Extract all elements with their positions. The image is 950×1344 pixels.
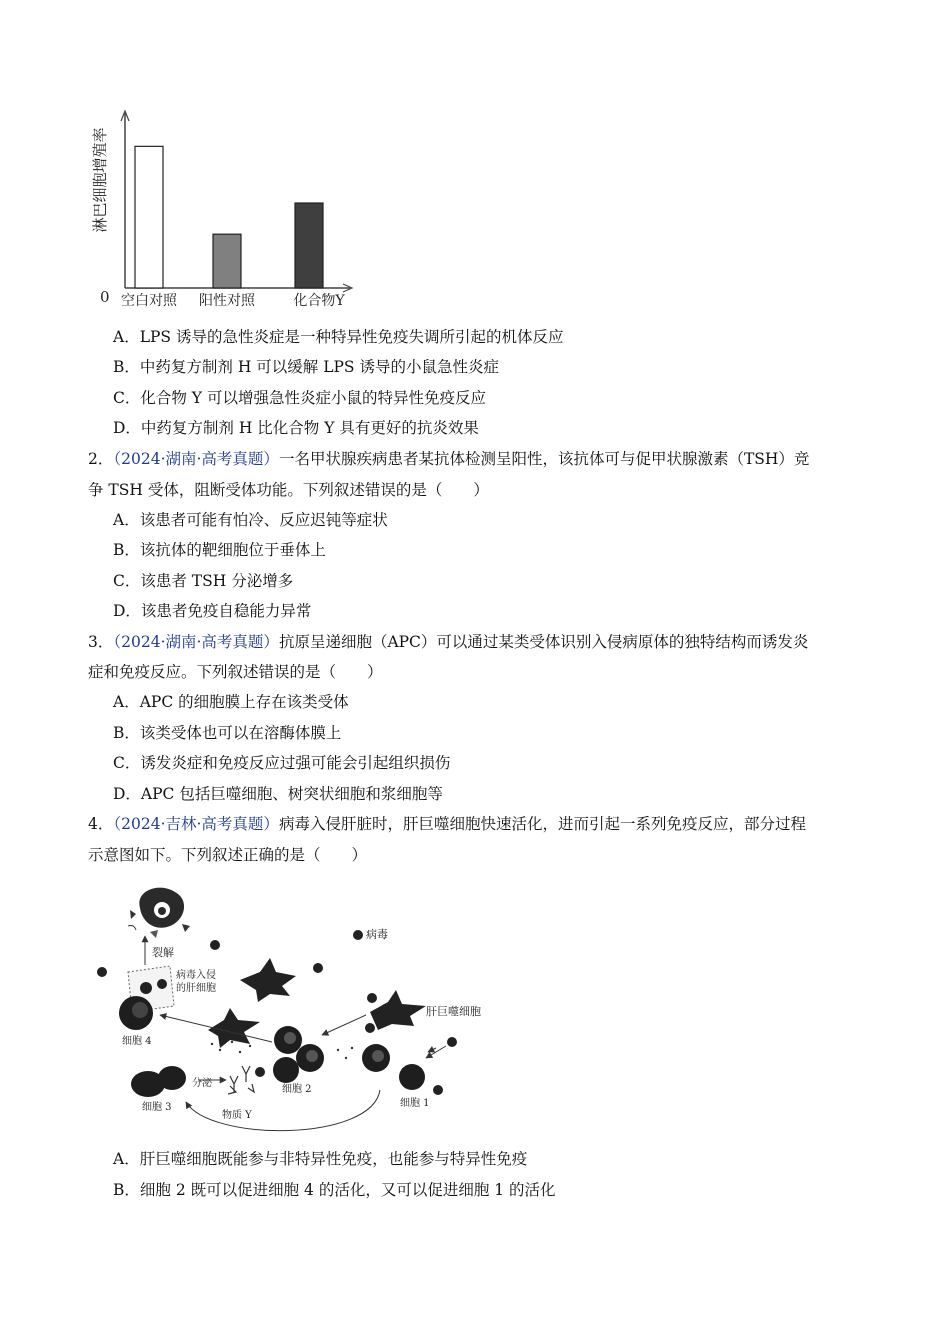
q2-stem-line1 [88,449,809,469]
q2-text-1: 一名甲状腺疾病患者某抗体检测呈阳性，该抗体可与促甲状腺激素（TSH）竞 [278,450,810,468]
q1-option-a: A．LPS 诱导的急性炎症是一种特异性免疫失调所引起的机体反应 [113,328,564,346]
q4-option-b: B．细胞 2 既可以促进细胞 4 的活化，又可以促进细胞 1 的活化 [113,1181,556,1199]
q3-number: 3． [88,633,114,651]
q4-text-1: 病毒入侵肝脏时，肝巨噬细胞快速活化，进而引起一系列免疫反应，部分过程 [278,815,806,833]
q4-option-a: A．肝巨噬细胞既能参与非特异性免疫，也能参与特异性免疫 [113,1150,528,1168]
lysed-cell-icon [128,888,190,938]
origin-label: 0 [100,288,110,306]
immune-response-diagram [90,880,490,1145]
q3-text-1: 抗原呈递细胞（APC）可以通过某类受体识别入侵病原体的独特结构而诱发炎 [278,633,809,651]
cell-1-label: 细胞 1 [400,1098,430,1109]
infected-cell-label-1: 病毒入侵 [176,970,216,981]
q3-stem-line2: 症和免疫反应。下列叙述错误的是（ ） [88,663,383,681]
q3-source: （2024·湖南·高考真题） [113,633,279,651]
x-tick-label-1: 空白对照 [121,293,177,309]
bar-1 [135,146,163,288]
q1-option-d: D．中药复方制剂 H 比化合物 Y 具有更好的抗炎效果 [113,419,479,437]
q3-stem-line1 [88,632,808,652]
crack-label: 裂解 [152,946,174,959]
antibody-icon [228,1066,254,1094]
q4-number: 4． [88,815,114,833]
q2-option-a: A．该患者可能有怕冷、反应迟钝等症状 [113,511,388,529]
macrophage-label: 肝巨噬细胞 [426,1005,481,1018]
q2-number: 2． [88,450,114,468]
bar-chart [85,105,385,320]
substance-y-label: 物质 Y [222,1110,252,1121]
cell-2-icon [273,1026,324,1083]
y-axis-label-text: 淋巴细胞增殖率 [91,127,109,233]
cell-3-icon [131,1066,186,1097]
chart-tick-labels [100,288,345,309]
q3-option-a: A．APC 的细胞膜上存在该类受体 [113,693,349,711]
chart-bars [135,146,323,288]
infected-cell-label-2: 的肝细胞 [176,983,216,994]
q4-stem-line2: 示意图如下。下列叙述正确的是（ ） [88,846,368,864]
x-tick-label-2: 阳性对照 [199,293,255,309]
virus-label: 病毒 [366,928,388,941]
q4-stem-line1 [88,814,806,834]
q2-source: （2024·湖南·高考真题） [113,450,279,468]
x-tick-label-3: 化合物Y [293,293,345,309]
q2-option-d: D．该患者免疫自稳能力异常 [113,602,312,620]
q3-option-d: D．APC 包括巨噬细胞、树突状细胞和浆细胞等 [113,785,443,803]
cell-4-label: 细胞 4 [122,1036,152,1047]
cell-3-label: 细胞 3 [142,1102,172,1113]
bar-2 [213,234,241,288]
q2-option-b: B．该抗体的靶细胞位于垂体上 [113,541,326,559]
q1-option-b: B．中药复方制剂 H 可以缓解 LPS 诱导的小鼠急性炎症 [113,358,499,376]
q3-option-b: B．该类受体也可以在溶酶体膜上 [113,724,342,742]
cell-4-icon [119,996,153,1030]
bar-3 [295,203,323,288]
q2-option-c: C．该患者 TSH 分泌增多 [113,572,294,590]
y-axis-label [91,127,109,232]
secrete-label: 分泌 [192,1078,212,1089]
q4-source: （2024·吉林·高考真题） [113,815,279,833]
q3-option-c: C．诱发炎症和免疫反应过强可能会引起组织损伤 [113,754,451,772]
q1-option-c: C．化合物 Y 可以增强急性炎症小鼠的特异性免疫反应 [113,389,486,407]
cell-1-icon [362,1044,425,1090]
q2-stem-line2: 争 TSH 受体，阻断受体功能。下列叙述错误的是（ ） [88,481,489,499]
cell-2-label: 细胞 2 [282,1084,312,1095]
